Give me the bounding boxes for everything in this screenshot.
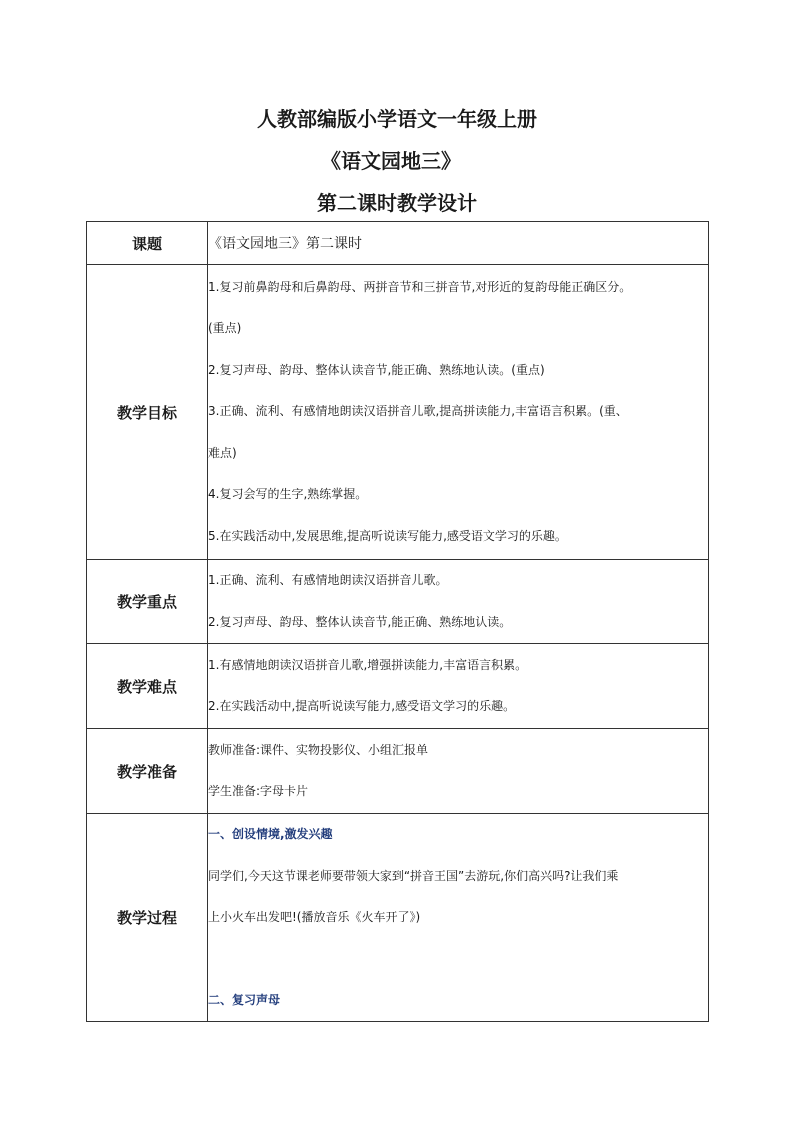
process-section-heading: 一、创设情境,激发兴趣 [208,827,333,841]
process-content [208,814,709,1022]
goal-line: 5.在实践活动中,发展思维,提高听说读写能力,感受语文学习的乐趣。 [208,528,567,543]
process-line: 同学们,今天这节课老师要带领大家到“拼音王国”去游玩,你们高兴吗?让我们乘 [208,868,619,883]
process-section-heading: 二、复习声母 [208,992,281,1007]
process-line: 上小火车出发吧!(播放音乐《火车开了》) [208,910,421,924]
key-points-content [208,560,709,644]
goal-line: 难点) [208,445,237,460]
goal-line: 3.正确、流利、有感情地朗读汉语拼音儿歌,提高拼读能力,丰富语言积累。(重、 [208,404,628,419]
table-row-difficulties [87,644,709,729]
lesson-title: 《语文园地三》 [321,149,461,173]
difficulty-line: 1.有感情地朗读汉语拼音儿歌,增强拼读能力,丰富语言积累。 [208,657,528,672]
goal-line: 1.复习前鼻韵母和后鼻韵母、两拼音节和三拼音节,对形近的复韵母能正确区分。 [208,279,632,294]
goal-line: 2.复习声母、韵母、整体认读音节,能正确、熟练地认读。(重点) [208,362,545,377]
goal-line: 4.复习会写的生字,熟练掌握。 [208,487,368,502]
table-row-process [87,814,709,1022]
preparation-line: 学生准备:字母卡片 [208,784,309,798]
row-label-topic: 课题 [87,222,208,265]
goals-content [208,265,709,560]
table-row-topic [87,222,709,265]
goal-line: (重点) [208,321,242,336]
key-point-line: 1.正确、流利、有感情地朗读汉语拼音儿歌。 [208,573,448,587]
document-title: 人教部编版小学语文一年级上册 [257,107,537,131]
row-label-process: 教学过程 [87,814,208,1022]
row-label-difficulties: 教学难点 [87,644,208,729]
preparation-line: 教师准备:课件、实物投影仪、小组汇报单 [208,742,429,757]
key-point-line: 2.复习声母、韵母、整体认读音节,能正确、熟练地认读。 [208,614,512,629]
table-row-goals [87,265,709,560]
design-subtitle: 第二课时教学设计 [317,191,477,215]
row-label-goals: 教学目标 [87,265,208,560]
row-label-key-points: 教学重点 [87,560,208,644]
table-row-key-points [87,560,709,644]
table-row-preparation [87,729,709,814]
preparation-content [208,729,709,814]
difficulty-line: 2.在实践活动中,提高听说读写能力,感受语文学习的乐趣。 [208,699,516,713]
row-label-preparation: 教学准备 [87,729,208,814]
spacer [208,939,708,980]
difficulties-content [208,644,709,729]
topic-value: 《语文园地三》第二课时 [208,222,709,265]
lesson-plan-table [86,221,709,1022]
